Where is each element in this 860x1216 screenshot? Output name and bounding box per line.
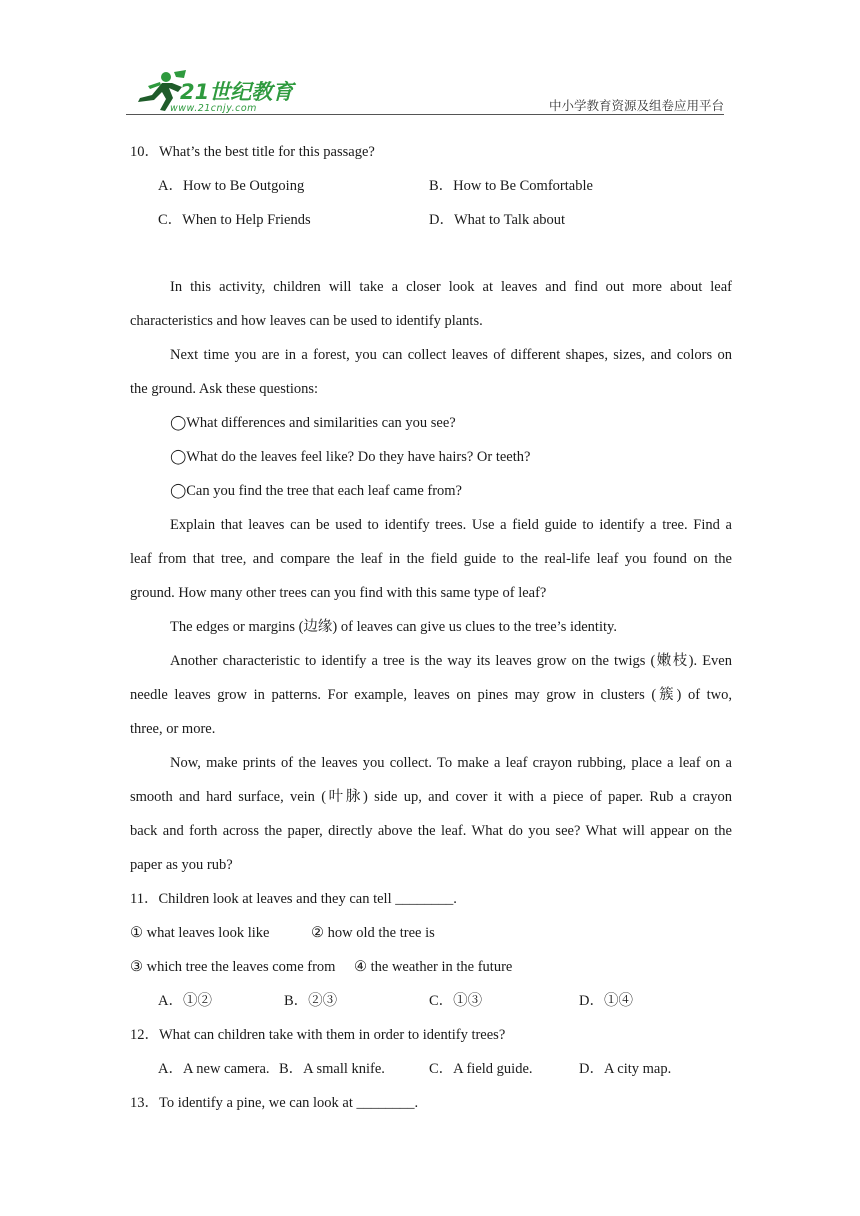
paragraph-line: three, or more. bbox=[130, 721, 216, 737]
passage-paragraph-6 bbox=[130, 752, 732, 888]
paragraph-line: smooth and hard surface, vein (叶脉) side up, and cover it with a piece of paper. Rub a crayon bbox=[130, 789, 732, 805]
option-12-c[interactable]: C．A field guide. bbox=[429, 1061, 533, 1077]
passage-paragraph-3 bbox=[130, 514, 732, 616]
section-gap bbox=[130, 243, 732, 276]
document-body bbox=[130, 141, 732, 1126]
passage-paragraph-1 bbox=[130, 276, 732, 344]
passage-paragraph-4 bbox=[130, 616, 732, 650]
item-11-2: ② how old the tree is bbox=[311, 925, 435, 941]
paragraph-line: needle leaves grow in patterns. For example, leaves on pines may grow in clusters (簇) of two, bbox=[130, 687, 732, 703]
option-12-a[interactable]: A．A new camera. bbox=[158, 1061, 270, 1077]
option-12-d[interactable]: D．A city map. bbox=[579, 1061, 672, 1077]
question-bullet-1: ◯What differences and similarities can you see? bbox=[170, 415, 456, 431]
item-11-4: ④ the weather in the future bbox=[354, 959, 513, 975]
question-10-options-row-2 bbox=[130, 209, 732, 243]
option-10-b[interactable]: B．How to Be Comfortable bbox=[429, 178, 593, 194]
question-bullet-3: ◯Can you find the tree that each leaf came from? bbox=[170, 483, 462, 499]
question-10-stem: 10．What’s the best title for this passage? bbox=[130, 144, 375, 160]
paragraph-line: Now, make prints of the leaves you collect. To make a leaf crayon rubbing, place a leaf on a bbox=[170, 755, 732, 771]
passage-paragraph-2 bbox=[130, 344, 732, 412]
question-11-options bbox=[130, 990, 732, 1024]
question-12-stem: 12．What can children take with them in order to identify trees? bbox=[130, 1027, 506, 1043]
paragraph-line: paper as you rub? bbox=[130, 857, 233, 873]
option-11-d[interactable]: D．①④ bbox=[579, 993, 633, 1009]
option-10-d[interactable]: D．What to Talk about bbox=[429, 212, 566, 228]
option-11-a[interactable]: A．①② bbox=[158, 993, 212, 1009]
logo-text: 21世纪教育 bbox=[180, 80, 294, 104]
paragraph-line: leaf from that tree, and compare the leaf in the field guide to the real-life leaf you found on the bbox=[130, 551, 732, 567]
passage-paragraph-5 bbox=[130, 650, 732, 752]
question-12-options bbox=[130, 1058, 732, 1092]
logo-21cnjy bbox=[126, 68, 306, 114]
paragraph-line: Next time you are in a forest, you can collect leaves of different shapes, sizes, and colors on bbox=[170, 347, 732, 363]
item-11-3: ③ which tree the leaves come from bbox=[130, 959, 336, 975]
option-11-c[interactable]: C．①③ bbox=[429, 993, 483, 1009]
option-10-c[interactable]: C．When to Help Friends bbox=[158, 212, 311, 228]
header-platform-text: 中小学教育资源及组卷应用平台 bbox=[548, 98, 724, 113]
header-divider bbox=[126, 114, 724, 115]
paragraph-line: Explain that leaves can be used to identify trees. Use a field guide to identify a tree. Find a bbox=[170, 517, 732, 533]
option-10-a[interactable]: A．How to Be Outgoing bbox=[158, 178, 305, 194]
paragraph-line: Another characteristic to identify a tree is the way its leaves grow on the twigs (嫩枝). Even bbox=[170, 653, 732, 669]
logo-url: www.21cnjy.com bbox=[170, 103, 257, 114]
paragraph-line: characteristics and how leaves can be used to identify plants. bbox=[130, 313, 483, 329]
paragraph-line: back and forth across the paper, directly above the leaf. What do you see? What will appear on the bbox=[130, 823, 732, 839]
option-12-b[interactable]: B．A small knife. bbox=[279, 1061, 385, 1077]
question-bullet-2: ◯What do the leaves feel like? Do they have hairs? Or teeth? bbox=[170, 449, 531, 465]
paragraph-line: ground. How many other trees can you find with this same type of leaf? bbox=[130, 585, 547, 601]
page-header bbox=[126, 62, 724, 120]
question-11-items-row-2 bbox=[130, 956, 732, 990]
question-10-options-row-1 bbox=[130, 175, 732, 209]
question-11-stem: 11．Children look at leaves and they can tell ________. bbox=[130, 891, 457, 907]
question-13-stem: 13．To identify a pine, we can look at ________. bbox=[130, 1095, 419, 1111]
paragraph-line: The edges or margins (边缘) of leaves can give us clues to the tree’s identity. bbox=[170, 619, 617, 635]
paragraph-line: In this activity, children will take a closer look at leaves and find out more about leaf bbox=[170, 279, 732, 295]
item-11-1: ① what leaves look like bbox=[130, 925, 270, 941]
question-11-items-row-1 bbox=[130, 922, 732, 956]
option-11-b[interactable]: B．②③ bbox=[284, 993, 338, 1009]
paragraph-line: the ground. Ask these questions: bbox=[130, 381, 319, 397]
